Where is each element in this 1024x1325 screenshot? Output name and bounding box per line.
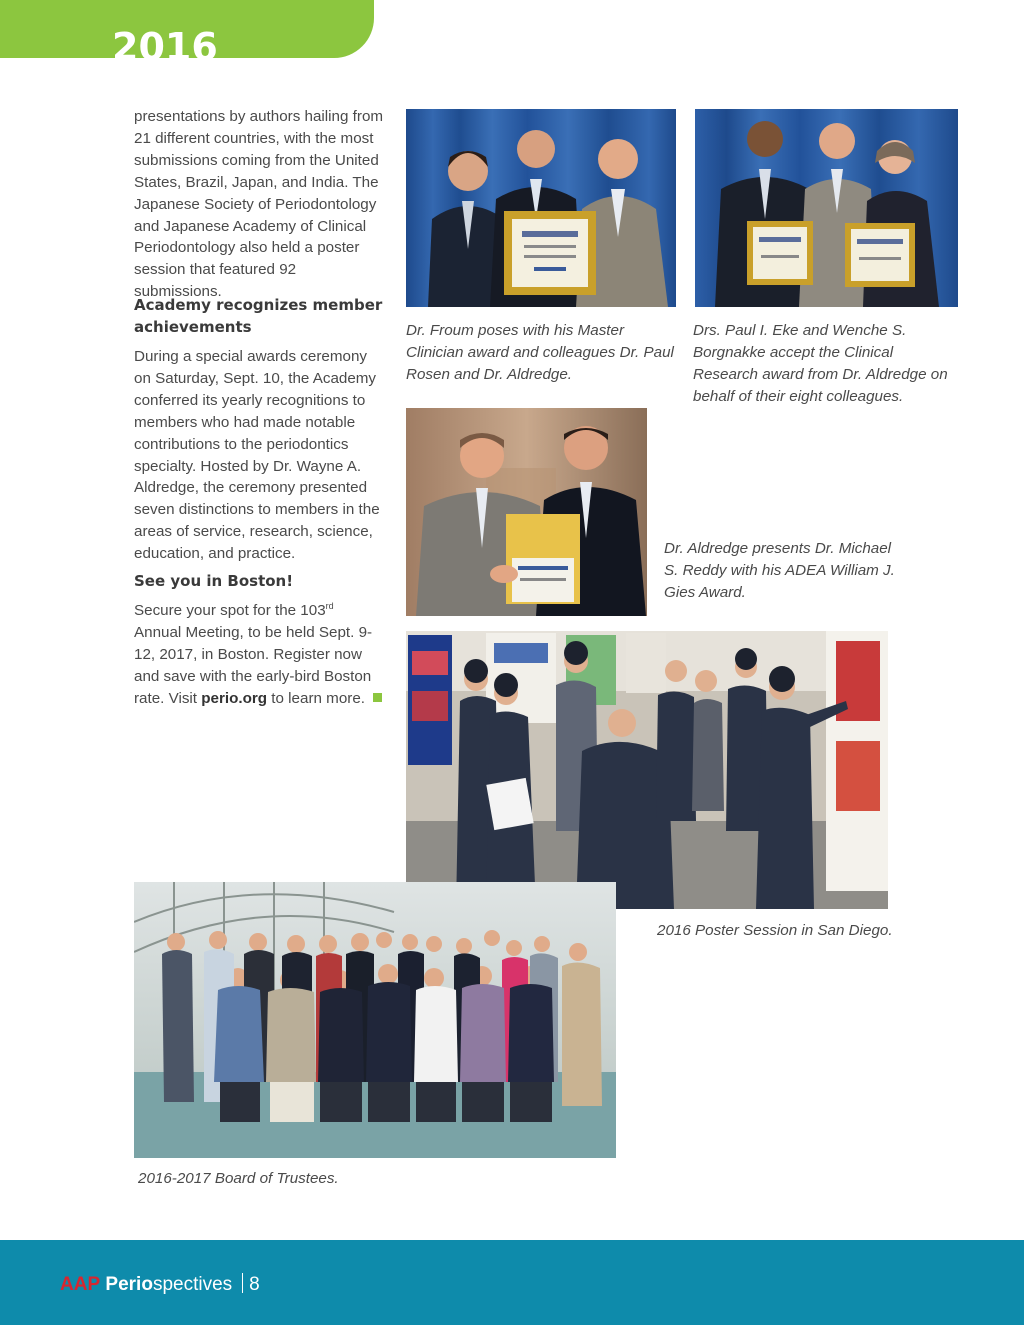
boston-heading: See you in Boston! xyxy=(134,572,294,590)
awards-section xyxy=(134,295,384,338)
brand-spectives: spectives xyxy=(152,1274,233,1295)
end-of-article-mark xyxy=(373,693,382,702)
footer-brand xyxy=(60,1273,260,1297)
photo-reddy-award xyxy=(406,408,647,616)
boston-paragraph: Secure your spot for the 103rd Annual Meeting, to be held Sept. 9-12, 2017, in Boston. Register now and save with the early-bird Boston rate. Visit perio.org to learn more. xyxy=(134,600,384,710)
caption-froum: Dr. Froum poses with his Master Clinician award and colleagues Dr. Paul Rosen and Dr. Aldredge. xyxy=(406,322,674,383)
brand-aap: AAP xyxy=(60,1274,101,1295)
page-divider xyxy=(242,1273,243,1293)
boston-section xyxy=(134,571,384,593)
photo-board-of-trustees xyxy=(134,882,616,1158)
awards-paragraph: During a special awards ceremony on Saturday, Sept. 10, the Academy conferred its yearly recognitions to members who had made notable contributions to the periodontics specialty. Hosted by Dr. Wayne A. Aldredge, the ceremony presented seven distinctions to members in the areas of service, research, science, education, and practice. xyxy=(134,348,380,563)
photo-poster-session xyxy=(406,631,888,909)
page-number: 8 xyxy=(249,1274,260,1295)
section-year: 2016 xyxy=(112,25,218,69)
brand-perio: Perio xyxy=(105,1274,153,1295)
photo-clinical-research-award xyxy=(695,109,958,307)
caption-reddy: Dr. Aldredge presents Dr. Michael S. Reddy with his ADEA William J. Gies Award. xyxy=(664,540,895,601)
awards-heading: Academy recognizes member achievements xyxy=(134,296,383,336)
intro-paragraph: presentations by authors hailing from 21 different countries, with the most submissions coming from the United States, Brazil, Japan, and India. The Japanese Society of Periodontology and Japanese Academy of Clinical Periodontology also held a poster session that featured 92 submissions. xyxy=(134,108,384,301)
caption-poster: 2016 Poster Session in San Diego. xyxy=(657,922,893,939)
caption-board: 2016-2017 Board of Trustees. xyxy=(138,1170,339,1187)
photo-froum-award xyxy=(406,109,676,307)
caption-eke: Drs. Paul I. Eke and Wenche S. Borgnakke accept the Clinical Research award from Dr. Aldredge on behalf of their eight colleagues. xyxy=(693,322,948,405)
perio-org-link[interactable]: perio.org xyxy=(201,689,268,707)
page-footer xyxy=(0,1240,1024,1325)
